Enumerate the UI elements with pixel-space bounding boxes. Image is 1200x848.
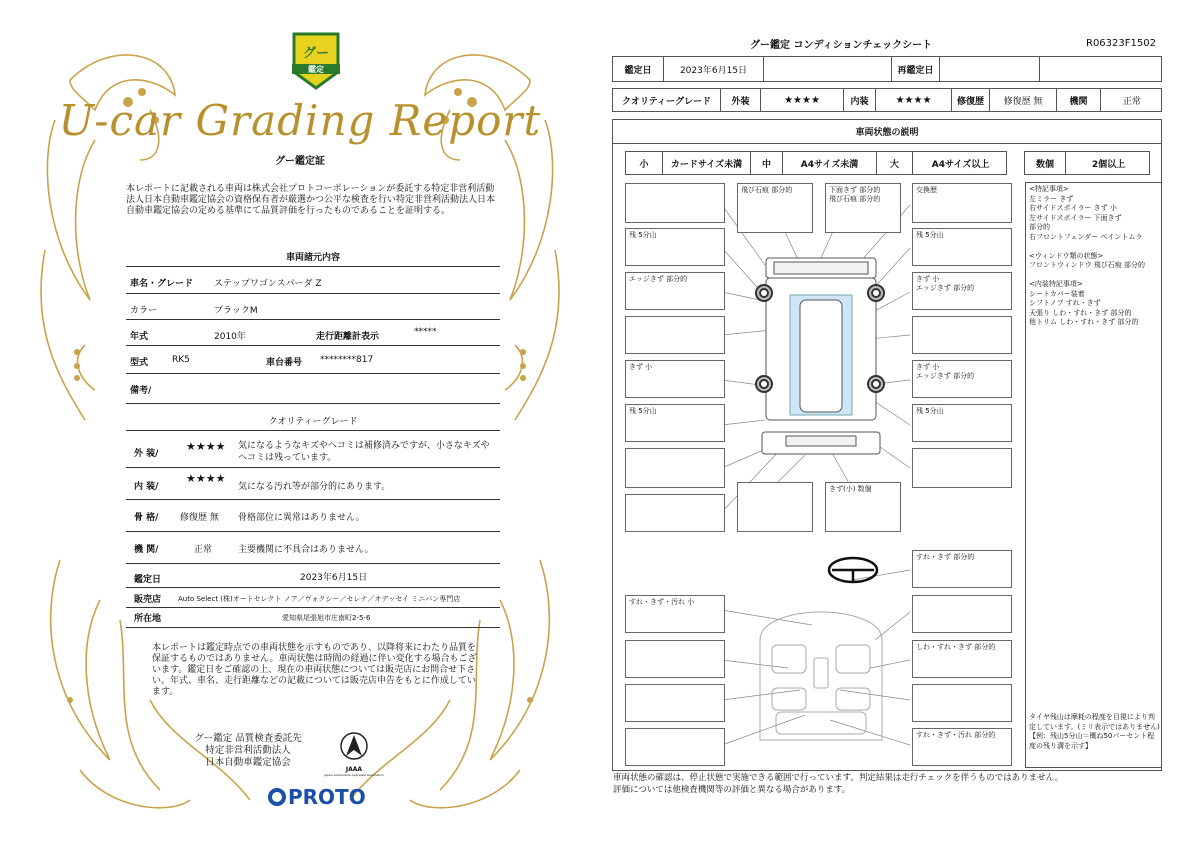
spec-mileage-label: 走行距離計表示 xyxy=(316,332,380,342)
jaaa-abbr: JAAA xyxy=(345,766,363,773)
association-line2: 特定非営利活動法人 xyxy=(205,745,291,756)
grade-engine-text: 主要機関に不具合はありません。 xyxy=(238,545,374,555)
grade-exterior-stars: ★★★★ xyxy=(186,440,226,453)
cond-box-r4 xyxy=(912,316,1012,354)
report-title: U-car Grading Report xyxy=(58,96,542,145)
association-block xyxy=(178,733,318,769)
grade-heading: クオリティーグレード xyxy=(268,417,358,427)
location-value: 愛知県尾張旭市庄南町2-5-6 xyxy=(282,614,371,622)
grade-row-engine xyxy=(126,532,500,564)
cond-box-r3 xyxy=(912,272,1012,310)
spec-row-name xyxy=(126,266,500,294)
cond-box-int-l1 xyxy=(625,595,725,633)
exterior-label: 外装 xyxy=(720,89,760,111)
cond-box-int-r2 xyxy=(912,595,1012,633)
legend-large-desc: A4サイズ以上 xyxy=(912,152,1008,174)
spec-mileage-value: ***** xyxy=(414,327,437,337)
note-line: 右フロントフェンダー ペイントムラ xyxy=(1029,232,1143,241)
note-line: 天張り しわ・すれ・きず 部分的 xyxy=(1029,308,1132,317)
cond-box-r5-line1: きず 小 xyxy=(916,363,940,371)
reappraisal-label: 再鑑定日 xyxy=(891,57,939,81)
appraisal-date-label: 鑑定日 xyxy=(134,575,162,585)
cond-box-l3 xyxy=(625,272,725,310)
note-line: <特記事項> xyxy=(1029,185,1069,193)
spec-remarks-label: 備考/ xyxy=(130,386,152,396)
cond-box-steer xyxy=(912,550,1012,588)
jaaa-name: Japan Automobile Appraisal Association xyxy=(324,773,384,777)
cond-box-bottom2 xyxy=(825,482,901,532)
note-line: 左サイドスポイラー 下面きず xyxy=(1029,213,1122,222)
engine-value: 正常 xyxy=(1100,89,1163,111)
note-line: 他トリム しわ・すれ・きず 部分的 xyxy=(1029,318,1139,326)
cond-box-top2-line1: 下面きず 部分的 xyxy=(829,186,881,194)
sheet-disclaimer-line1: 車両状態の確認は、停止状態で実施できる範囲で行っています。判定結果は走行チェックを伴うものではありません。 xyxy=(613,773,1064,783)
cond-box-bottom1 xyxy=(737,482,813,532)
interior-label: 内装 xyxy=(843,89,875,111)
cond-box-int-r3 xyxy=(912,640,1012,678)
cond-box-top3 xyxy=(912,183,1012,223)
cond-box-r3-line2: エッジきず 部分的 xyxy=(916,284,975,292)
cond-box-top2 xyxy=(825,183,901,233)
cond-box-l5 xyxy=(625,360,725,398)
cond-box-r6-text: 残 5分山 xyxy=(916,407,944,415)
cond-box-r7 xyxy=(912,448,1012,488)
dealer-row xyxy=(126,588,500,608)
spec-row-year xyxy=(126,320,500,346)
cond-box-top1-text: 飛び石痕 部分的 xyxy=(741,186,793,194)
cond-box-l2 xyxy=(625,228,725,266)
proto-q-icon xyxy=(268,788,286,806)
appraisal-date-value: 2023年6月15日 xyxy=(300,573,368,583)
legend-small-desc: カードサイズ未満 xyxy=(662,152,750,174)
count-value: 2個以上 xyxy=(1065,152,1151,174)
condition-check-sheet xyxy=(600,0,1200,848)
note-line xyxy=(1029,242,1158,252)
association-line1: グー鑑定 品質検査委託先 xyxy=(194,733,302,744)
spec-color-value: ブラックM xyxy=(214,306,258,316)
grade-interior-label: 内 装/ xyxy=(134,482,159,492)
sheet-disclaimer-line2: 評価については他検査機関等の評価と異なる場合があります。 xyxy=(613,785,851,795)
jaaa-logo xyxy=(318,728,390,778)
grade-frame-label: 骨 格/ xyxy=(134,513,159,523)
engine-label: 機関 xyxy=(1056,89,1100,111)
grade-engine-value: 正常 xyxy=(194,545,213,555)
cond-box-top3-text: 交換歴 xyxy=(916,186,937,194)
cond-box-int-l4 xyxy=(625,728,725,766)
spec-year-value: 2010年 xyxy=(214,332,246,342)
proto-logo xyxy=(268,785,366,809)
grade-row-interior xyxy=(126,468,500,500)
cond-box-l8 xyxy=(625,494,725,532)
note-line: シートカバー装着 xyxy=(1029,289,1085,298)
sheet-title: グー鑑定 コンディションチェックシート xyxy=(750,40,933,51)
note-line: 左ミラー きず xyxy=(1029,194,1074,203)
report-subtitle: グー鑑定証 xyxy=(275,156,325,167)
cond-box-l1 xyxy=(625,183,725,223)
spec-heading: 車両諸元内容 xyxy=(285,253,340,263)
quality-grade-label: クオリティーグレード xyxy=(621,96,712,107)
cond-box-r5 xyxy=(912,360,1012,398)
legend-small: 小 xyxy=(639,159,649,170)
count-label: 数個 xyxy=(1035,159,1054,170)
cond-box-r5-line2: エッジきず 部分的 xyxy=(916,372,975,380)
cond-box-r2-text: 残 5分山 xyxy=(916,231,944,239)
appraisal-date-row xyxy=(126,564,500,588)
cond-box-bottom2-text: きず(小) 数個 xyxy=(829,485,872,493)
condition-heading: 車両状態の説明 xyxy=(613,120,1161,144)
sheet-disclaimer xyxy=(613,772,1173,796)
note-line: <内装特記事項> xyxy=(1029,280,1083,288)
grade-engine-label: 機 関/ xyxy=(134,545,159,555)
spec-chassis-value: ********817 xyxy=(320,355,374,365)
spec-model-label: 型式 xyxy=(130,358,149,368)
cond-box-l6 xyxy=(625,404,725,442)
grade-frame-text: 骨格部位に異常はありません。 xyxy=(238,513,365,523)
association-line3: 日本自動車鑑定協会 xyxy=(205,757,291,768)
cond-box-l4 xyxy=(625,316,725,354)
cond-box-int-l3 xyxy=(625,684,725,722)
repair-value: 修復歴 無 xyxy=(989,89,1056,111)
location-label: 所在地 xyxy=(134,614,162,624)
grade-frame-value: 修復歴 無 xyxy=(180,513,219,523)
spec-row-model xyxy=(126,346,500,374)
note-line: <ウィンドウ類の状態> xyxy=(1029,251,1104,260)
spec-row-color xyxy=(126,294,500,320)
note-line: シフトノブ すれ・きず xyxy=(1029,299,1101,307)
note-line: 右サイドスポイラー きず 小 xyxy=(1029,204,1117,212)
grade-row-exterior xyxy=(126,430,500,468)
cond-box-int-r3-text: しわ・すれ・きず 部分的 xyxy=(916,643,996,651)
legend-mid-desc: A4サイズ未満 xyxy=(782,152,876,174)
badge-line2: 鑑定 xyxy=(308,65,324,74)
spec-name-label: 車名・グレード xyxy=(130,279,194,289)
spec-name-value: ステップワゴンスパーダ Z xyxy=(214,279,322,289)
cond-box-int-r5-text: すれ・きず・汚れ 部分的 xyxy=(916,731,996,739)
cond-box-l7-text: 残 5分山 xyxy=(629,407,657,415)
spec-chassis-label: 車台番号 xyxy=(266,358,303,368)
grade-exterior-label: 外 装/ xyxy=(134,449,159,459)
cond-box-int-r5 xyxy=(912,728,1012,766)
location-row xyxy=(126,608,500,628)
spec-row-remarks xyxy=(126,374,500,404)
cond-box-int-l1-text: すれ・きず・汚れ 小 xyxy=(629,598,695,606)
interior-layout xyxy=(760,612,882,740)
grade-interior-stars: ★★★★ xyxy=(186,472,226,485)
date-label: 鑑定日 xyxy=(624,65,652,76)
note-line xyxy=(1029,271,1158,281)
repair-label: 修復歴 xyxy=(951,89,989,111)
spec-model-value: RK5 xyxy=(172,355,190,365)
cond-box-top1 xyxy=(737,183,813,233)
goo-kantei-badge xyxy=(288,32,344,90)
cond-box-l3-text: エッジきず 部分的 xyxy=(629,275,688,283)
tire-tread-note: タイヤ残山は摩耗の程度を目視により判定しています。(ミリ表示ではありません) 【例：残山5分山＝概ね50パーセント程度の残り溝を示す】 xyxy=(1029,713,1160,750)
sheet-code: R06323F1502 xyxy=(1086,38,1156,49)
certificate-disclaimer: 本レポートは鑑定時点での車両状態を示すものであり、以降将来にわたり品質を保証するものではありません。車両状態は時間の経過に伴い変化する場合もございます。鑑定日をご確認の上、現在の車両状態については販売店にお問合せ下さい。年式、車名、走行距離などの記載については販売店申告をもとに作成しています。 xyxy=(152,643,477,697)
cond-box-l7 xyxy=(625,448,725,488)
special-notes xyxy=(1025,182,1162,768)
date-value: 2023年6月15日 xyxy=(663,57,763,81)
grade-interior-text: 気になる汚れ等が部分的にあります。 xyxy=(238,482,391,492)
spec-year-label: 年式 xyxy=(130,332,149,342)
cond-box-l6-text: きず 小 xyxy=(629,363,653,371)
cond-box-int-l2 xyxy=(625,640,725,678)
steering-wheel-icon xyxy=(829,558,877,582)
grade-exterior-text: 気になるようなキズやヘコミは補修済みですが、小さなキズやヘコミは残っています。 xyxy=(238,441,490,463)
cond-box-steer-text: すれ・きず 部分的 xyxy=(916,553,975,561)
certificate-intro: 本レポートに記載される車両は株式会社プロトコーポレーションが委託する特定非営利活動法人日本自動車鑑定協会の資格保有者が厳選かつ公平な検査を行い特定非営利活動法人日本自動車鑑定協会の定める基準にて品質評価を行ったものであることを証明する。 xyxy=(126,184,496,216)
cond-box-r2 xyxy=(912,228,1012,266)
cond-box-int-r4 xyxy=(912,684,1012,722)
dealer-value: Auto Select (株)オートセレクト ノア／ヴォクシー／セレナ／オデッセイ ミニバン専門店 xyxy=(178,595,461,603)
cond-box-l2-text: 残 5分山 xyxy=(629,231,657,239)
legend-mid: 中 xyxy=(750,152,782,174)
jaaa-emblem-icon xyxy=(318,728,390,766)
dealer-label: 販売店 xyxy=(134,595,162,605)
proto-logo-text: PROTO xyxy=(288,785,366,809)
spec-color-label: カラー xyxy=(130,306,158,316)
cond-box-top2-line2: 飛び石痕 部分的 xyxy=(829,195,881,203)
exterior-stars: ★★★★ xyxy=(760,89,843,111)
car-top-view xyxy=(762,258,880,454)
legend-large: 大 xyxy=(876,152,912,174)
note-line: 部分的 xyxy=(1029,223,1050,231)
interior-stars: ★★★★ xyxy=(875,89,951,111)
cond-box-r3-line1: きず 小 xyxy=(916,275,940,283)
grade-row-frame xyxy=(126,500,500,532)
note-line: フロントウィンドウ 飛び石痕 部分的 xyxy=(1029,261,1146,269)
cond-box-r6 xyxy=(912,404,1012,442)
badge-line1: グー xyxy=(302,46,330,61)
